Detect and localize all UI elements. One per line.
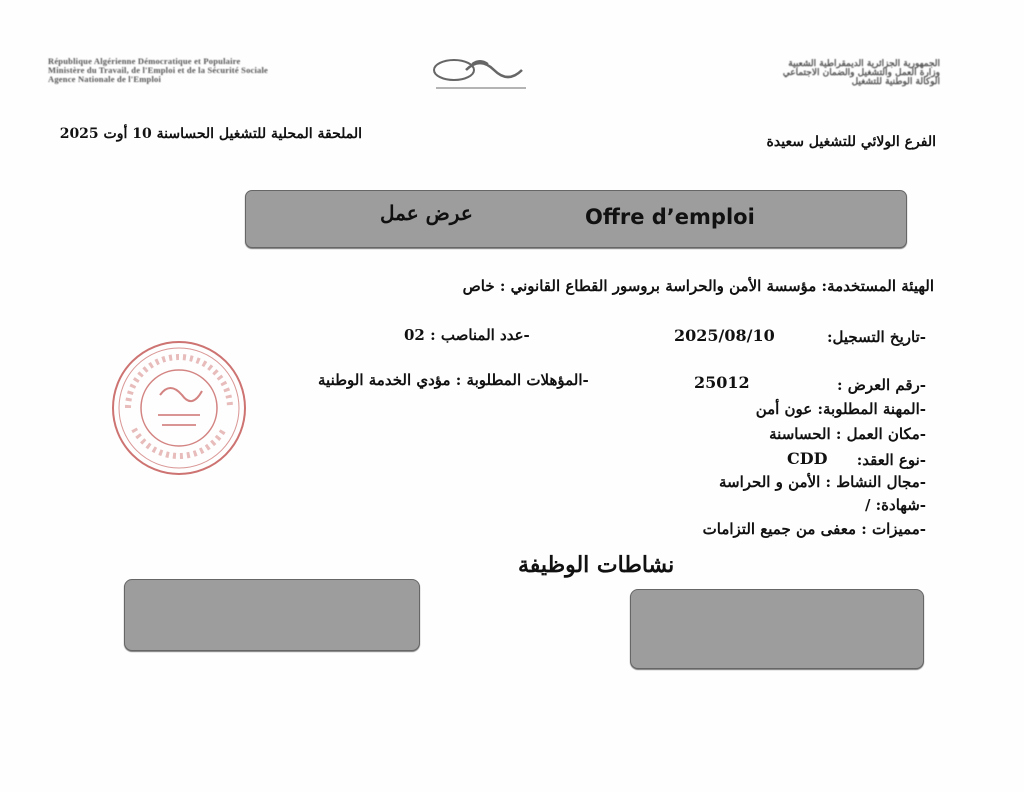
redacted-box-right: [630, 589, 924, 669]
title-banner: [245, 190, 907, 248]
certificate-line: -شهادة: /: [864, 496, 926, 514]
local-agency-line: الملحقة المحلية للتشغيل الحساسنة 10 أوت 2025: [59, 126, 362, 142]
letterhead-ar-line: وزارة العمل والتشغيل والضمان الاجتماعي: [782, 68, 940, 78]
registration-date-value: 2025/08/10: [674, 326, 775, 345]
redacted-box-left: [124, 579, 420, 651]
letterhead-fr-line: Agence Nationale de l'Emploi: [48, 74, 162, 84]
letterhead-french: [48, 57, 393, 84]
contract-type-value: CDD: [787, 449, 828, 468]
letterhead-arabic: [595, 60, 940, 87]
profession-line: -المهنة المطلوبة: عون أمن: [755, 400, 926, 418]
offer-number-value: 25012: [694, 373, 750, 392]
title-arabic: عرض عمل: [380, 201, 473, 225]
job-activities-title: نشاطات الوظيفة: [518, 552, 675, 578]
anem-logo-icon: [426, 52, 536, 94]
benefits-line: -مميزات : معفى من جميع التزامات: [702, 520, 926, 538]
official-stamp-icon: [108, 337, 250, 479]
offer-number-label: -رقم العرض :: [837, 376, 926, 394]
positions-count: -عدد المناصب : 02: [404, 326, 530, 344]
employer-line: الهيئة المستخدمة: مؤسسة الأمن والحراسة بروسور القطاع القانوني : خاص: [462, 277, 934, 295]
letterhead-ar-line: الوكالة الوطنية للتشغيل: [851, 77, 940, 87]
qualifications-line: -المؤهلات المطلوبة : مؤدي الخدمة الوطنية: [318, 371, 589, 389]
registration-date-label: -تاريخ التسجيل:: [826, 328, 926, 346]
letterhead-fr-line: Ministère du Travail, de l'Emploi et de la Sécurité Sociale: [48, 65, 269, 75]
letterhead-fr-line: République Algérienne Démocratique et Populaire: [48, 56, 241, 66]
contract-type-label: -نوع العقد:: [856, 451, 926, 469]
branch-agency-line: الفرع الولائي للتشغيل سعيدة: [766, 134, 936, 150]
activity-field-line: -مجال النشاط : الأمن و الحراسة: [718, 473, 926, 491]
workplace-line: -مكان العمل : الحساسنة: [769, 425, 926, 443]
title-french: Offre d’emploi: [585, 205, 755, 229]
letterhead-ar-line: الجمهورية الجزائرية الديمقراطية الشعبية: [788, 59, 940, 69]
